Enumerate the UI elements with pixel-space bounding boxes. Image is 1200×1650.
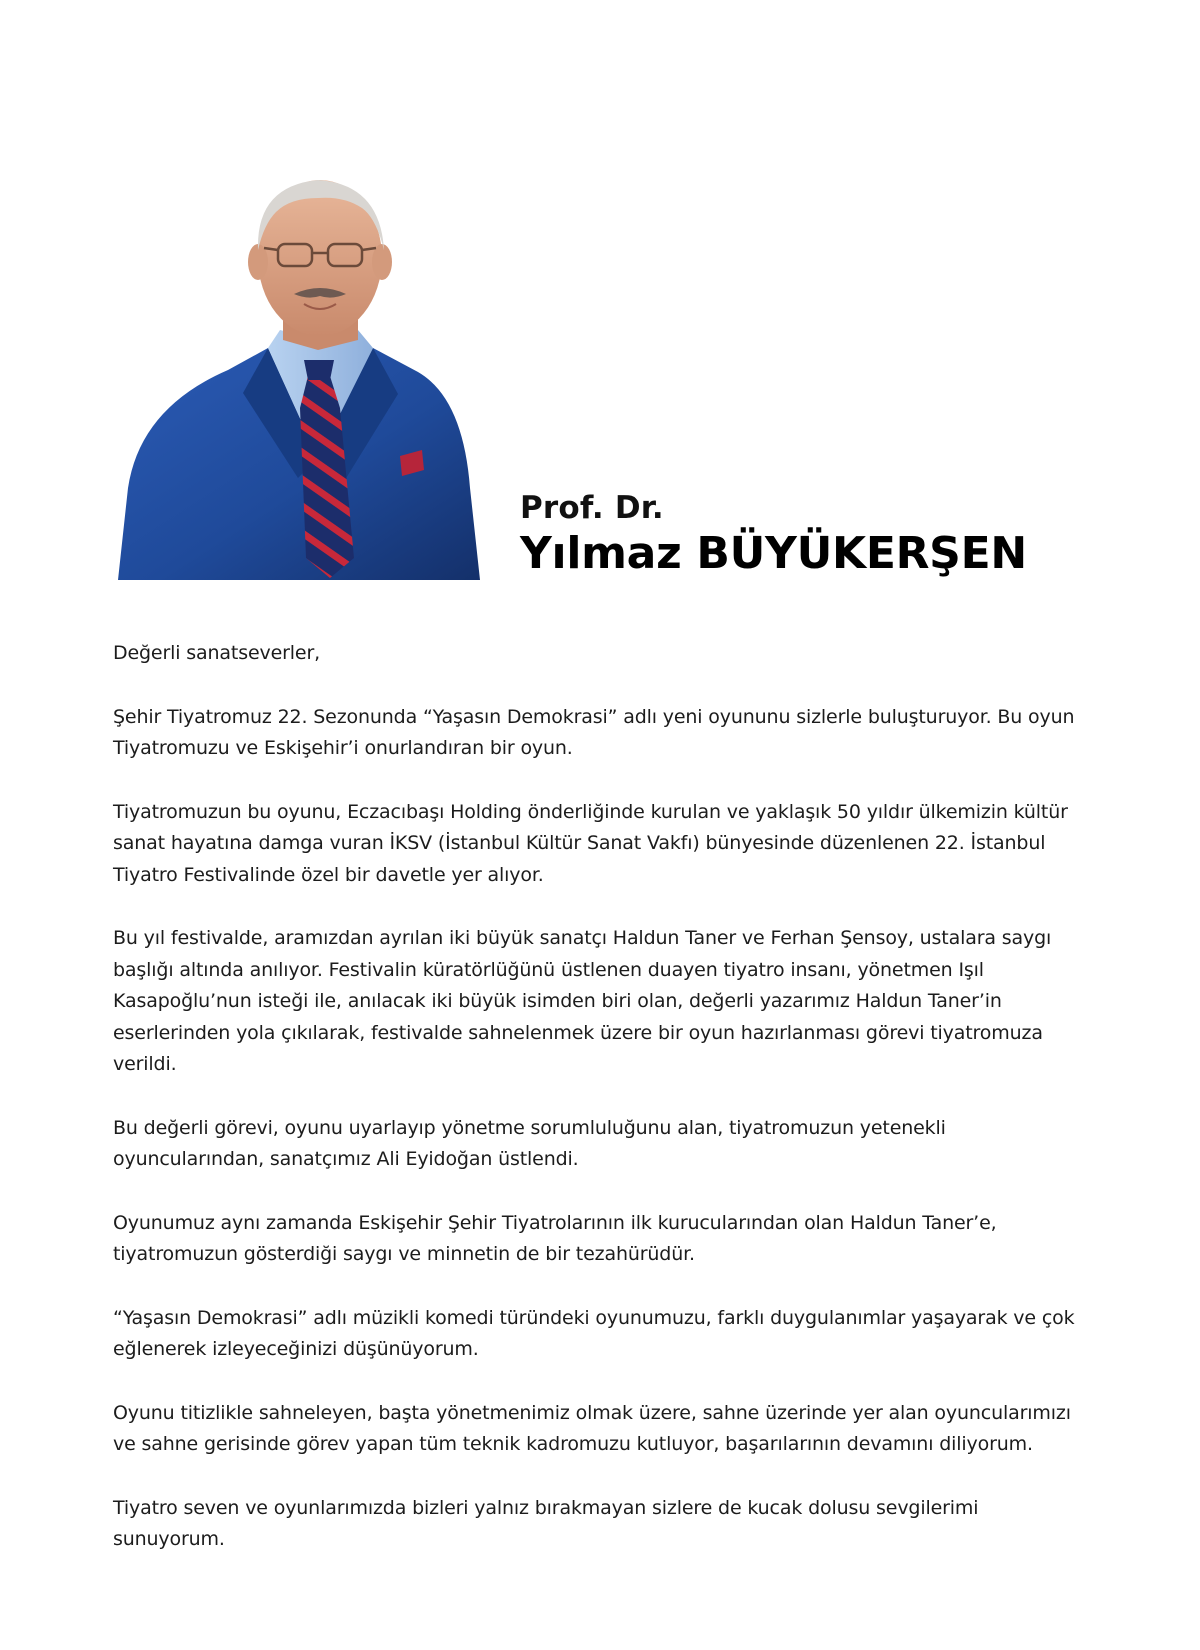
author-name-block — [520, 490, 1180, 580]
letter-paragraph: Oyunu titizlikle sahneleyen, başta yönetmenimiz olmak üzere, sahne üzerinde yer alan oyuncularımızı ve sahne gerisinde görev yapan tüm teknik kadromuzu kutluyor, başarılarının devamını diliyorum. — [113, 1401, 1071, 1455]
letter-paragraph: Tiyatro seven ve oyunlarımızda bizleri yalnız bırakmayan sizlere de kucak dolusu sevgilerimi sunuyorum. — [113, 1496, 979, 1550]
letter-paragraph: Şehir Tiyatromuz 22. Sezonunda “Yaşasın Demokrasi” adlı yeni oyununu sizlerle buluşturuyor. Bu oyun Tiyatromuzu ve Eskişehir’i onurlandıran bir oyun. — [113, 705, 1075, 759]
author-name: Yılmaz BÜYÜKERŞEN — [520, 528, 1027, 579]
letter-body — [113, 638, 1083, 1588]
author-portrait — [118, 158, 498, 580]
letter-greeting: Değerli sanatseverler, — [113, 642, 321, 664]
letter-paragraph: Tiyatromuzun bu oyunu, Eczacıbaşı Holding önderliğinde kurulan ve yaklaşık 50 yıldır ülkemizin kültür sanat hayatına damga vuran İKSV (İstanbul Kültür Sanat Vakfı) bünyesinde düzenlenen 22. İstanbul Tiyatro Festivalinde özel bir davetle yer alıyor. — [113, 800, 1068, 886]
letter-paragraph: Bu yıl festivalde, aramızdan ayrılan iki büyük sanatçı Haldun Taner ve Ferhan Şensoy, ustalara saygı başlığı altında anılıyor. Festivalin küratörlüğünü üstlenen duayen tiyatro insanı, yönetmen Işıl Kasapoğlu’nun isteği ile, anılacak iki büyük isimden biri olan, değerli yazarımız Haldun Taner’in eserlerinden yola çıkılarak, festivalde sahnelenmek üzere bir oyun hazırlanması görevi tiyatromuza verildi. — [113, 927, 1052, 1075]
author-title-prefix: Prof. Dr. — [520, 490, 664, 526]
portrait-illustration — [118, 158, 498, 580]
letter-paragraph: Bu değerli görevi, oyunu uyarlayıp yönetme sorumluluğunu alan, tiyatromuzun yetenekli oyuncularından, sanatçımız Ali Eyidoğan üstlendi. — [113, 1116, 946, 1170]
letter-paragraph: “Yaşasın Demokrasi” adlı müzikli komedi türündeki oyunumuzu, farklı duygulanımlar yaşayarak ve çok eğlenerek izleyeceğinizi düşünüyorum. — [113, 1306, 1075, 1360]
letter-paragraph: Oyunumuz aynı zamanda Eskişehir Şehir Tiyatrolarının ilk kurucularından olan Haldun Taner’e, tiyatromuzun gösterdiği saygı ve minnetin de bir tezahürüdür. — [113, 1211, 997, 1265]
